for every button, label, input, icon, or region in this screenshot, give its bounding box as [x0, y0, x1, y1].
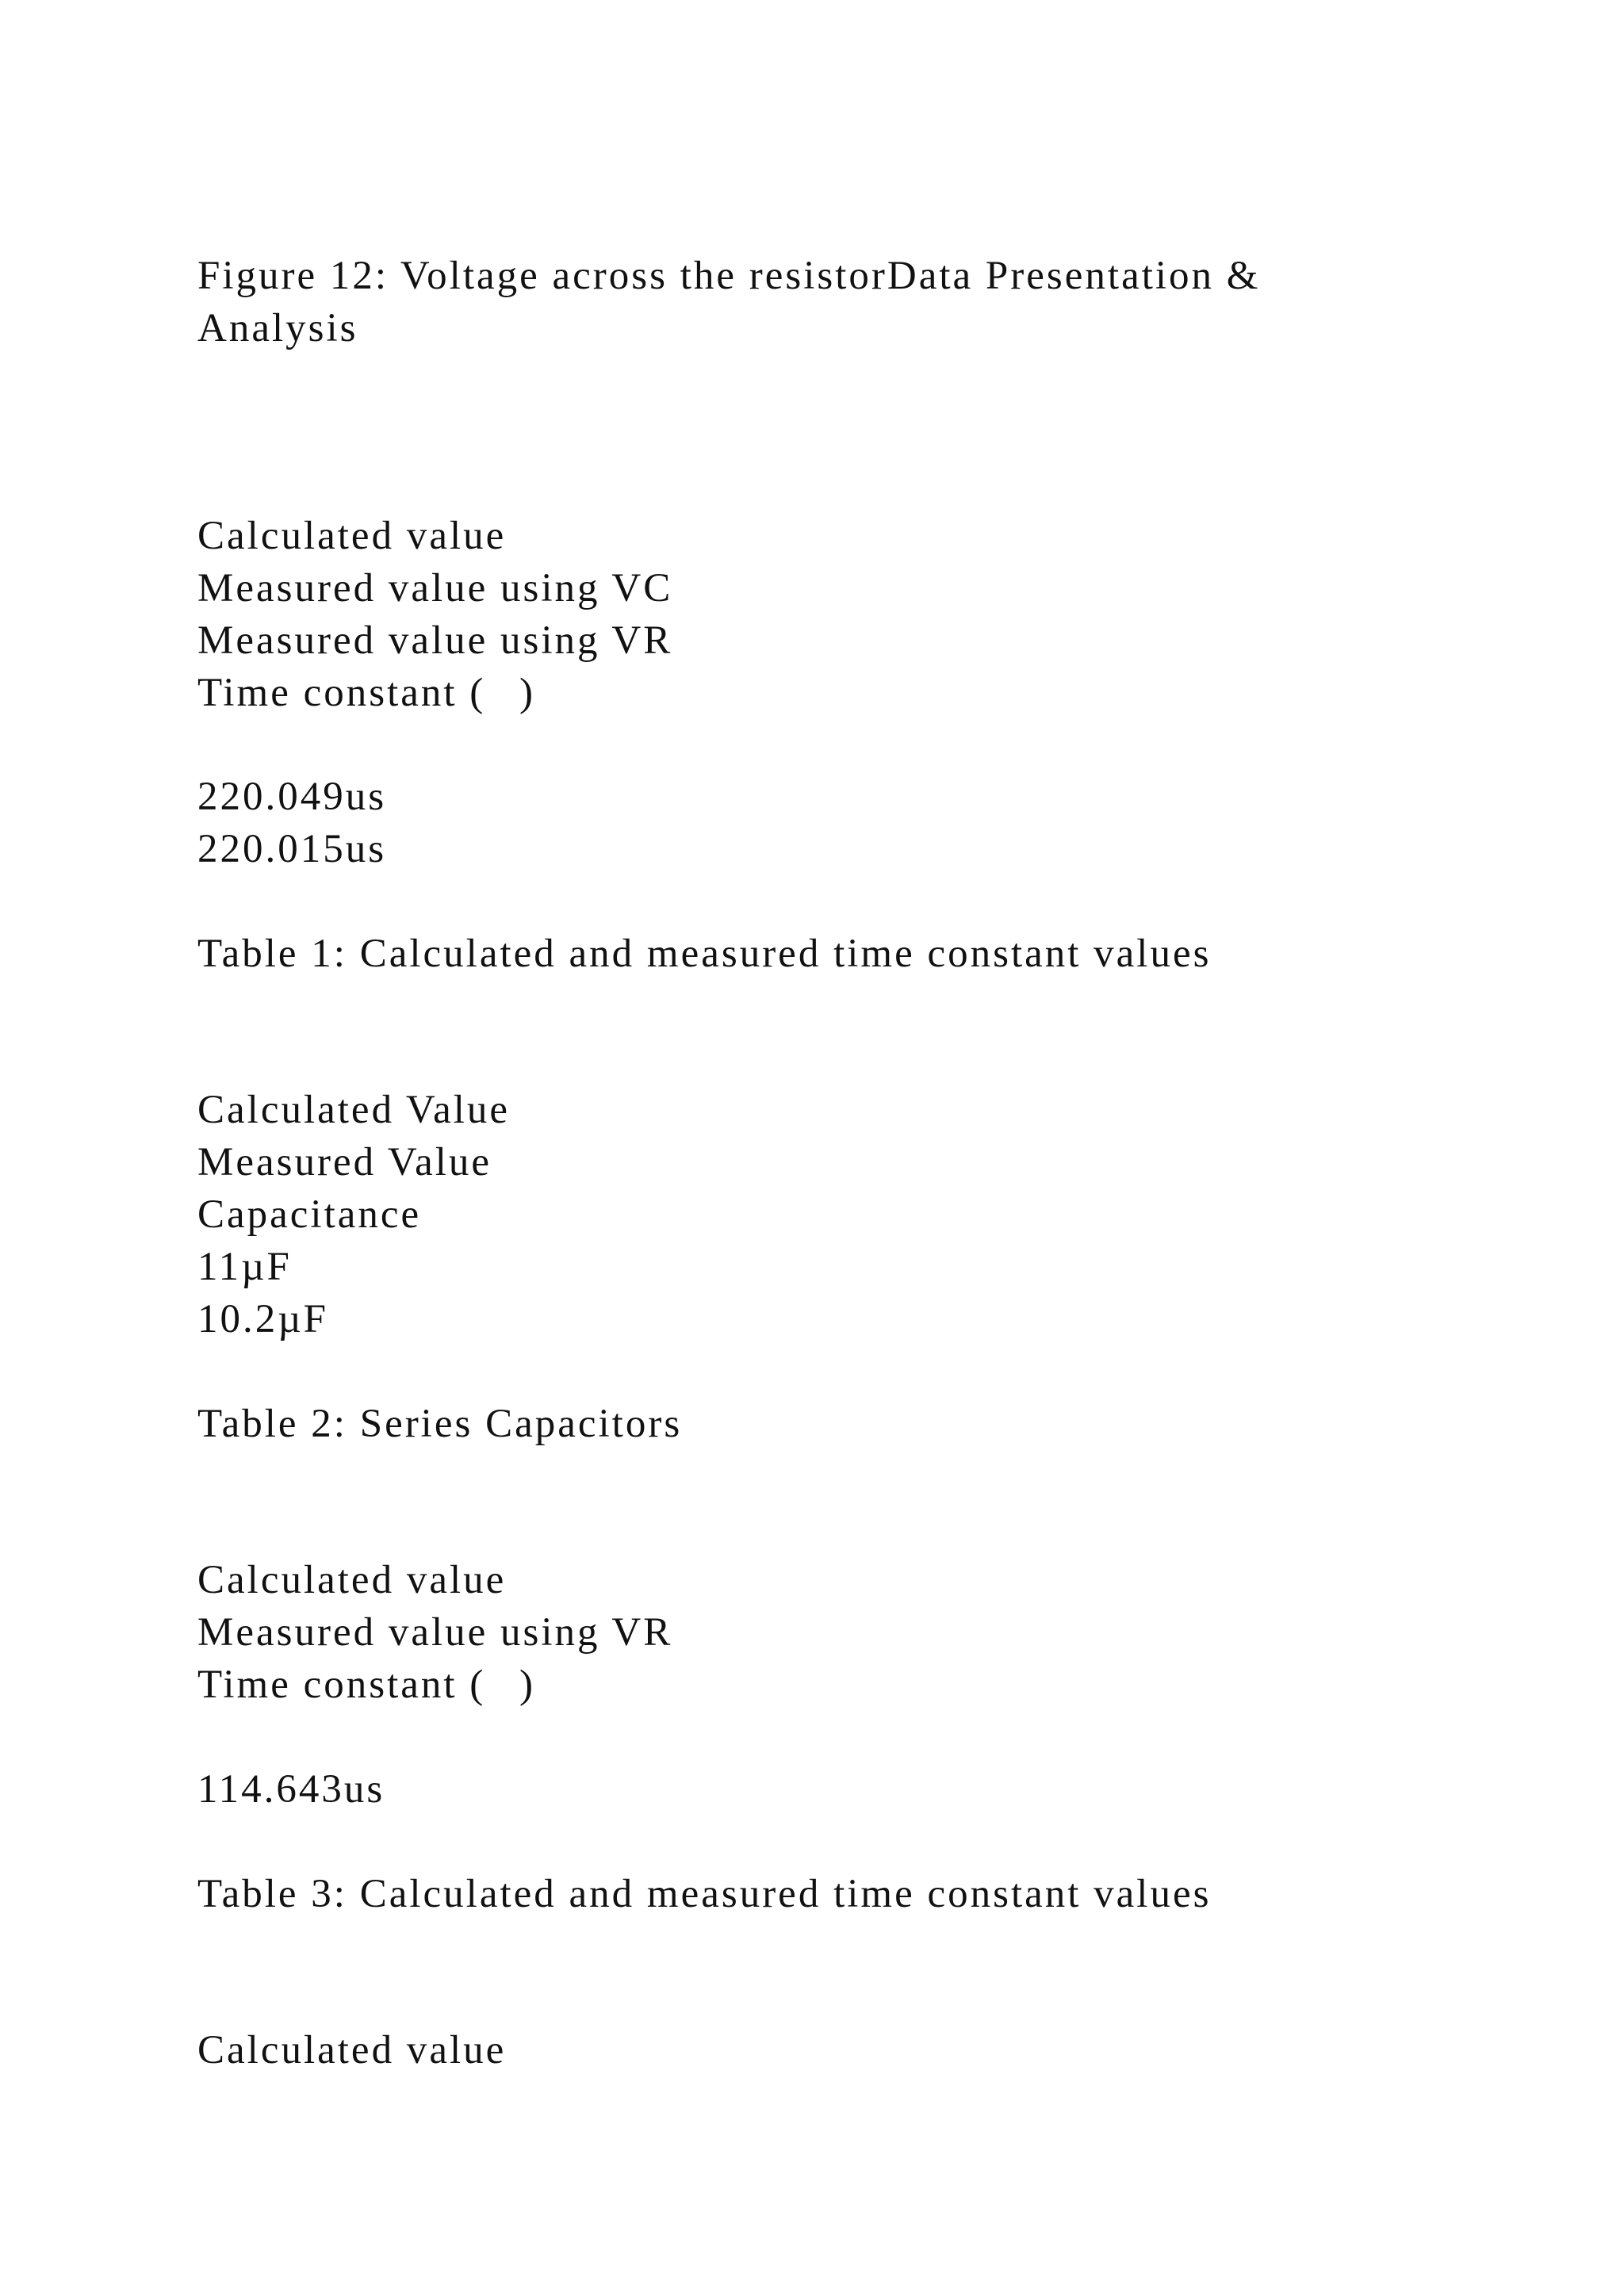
table4-row-label-calculated: Calculated value [197, 2028, 507, 2072]
figure-caption-line-2: Analysis [197, 306, 358, 350]
table2-row-label-capacitance: Capacitance [197, 1192, 422, 1237]
table1-row-label-measured-vr: Measured value using VR [197, 618, 673, 663]
table1-value-measured: 220.015us [197, 827, 387, 871]
table3-row-label-measured-vr: Measured value using VR [197, 1610, 673, 1655]
table3-row-label-calculated: Calculated value [197, 1558, 507, 1602]
table2-header-calculated: Calculated Value [197, 1088, 511, 1132]
table2-caption: Table 2: Series Capacitors [197, 1402, 683, 1446]
table3-value-calculated: 114.643us [197, 1767, 385, 1812]
table1-column-label-time-constant: Time constant ( ) [197, 671, 535, 715]
table3-caption: Table 3: Calculated and measured time constant values [197, 1872, 1212, 1916]
table3-column-label-time-constant: Time constant ( ) [197, 1663, 535, 1707]
table1-row-label-measured-vc: Measured value using VC [197, 566, 673, 610]
table2-header-measured: Measured Value [197, 1140, 492, 1184]
table1-row-label-calculated: Calculated value [197, 514, 507, 558]
table1-value-calculated: 220.049us [197, 775, 387, 819]
table2-value-measured: 10.2µF [197, 1297, 328, 1341]
table1-caption: Table 1: Calculated and measured time constant values [197, 932, 1212, 976]
figure-caption-line-1: Figure 12: Voltage across the resistorData Presentation & [197, 254, 1261, 298]
table2-value-calculated: 11µF [197, 1245, 292, 1289]
